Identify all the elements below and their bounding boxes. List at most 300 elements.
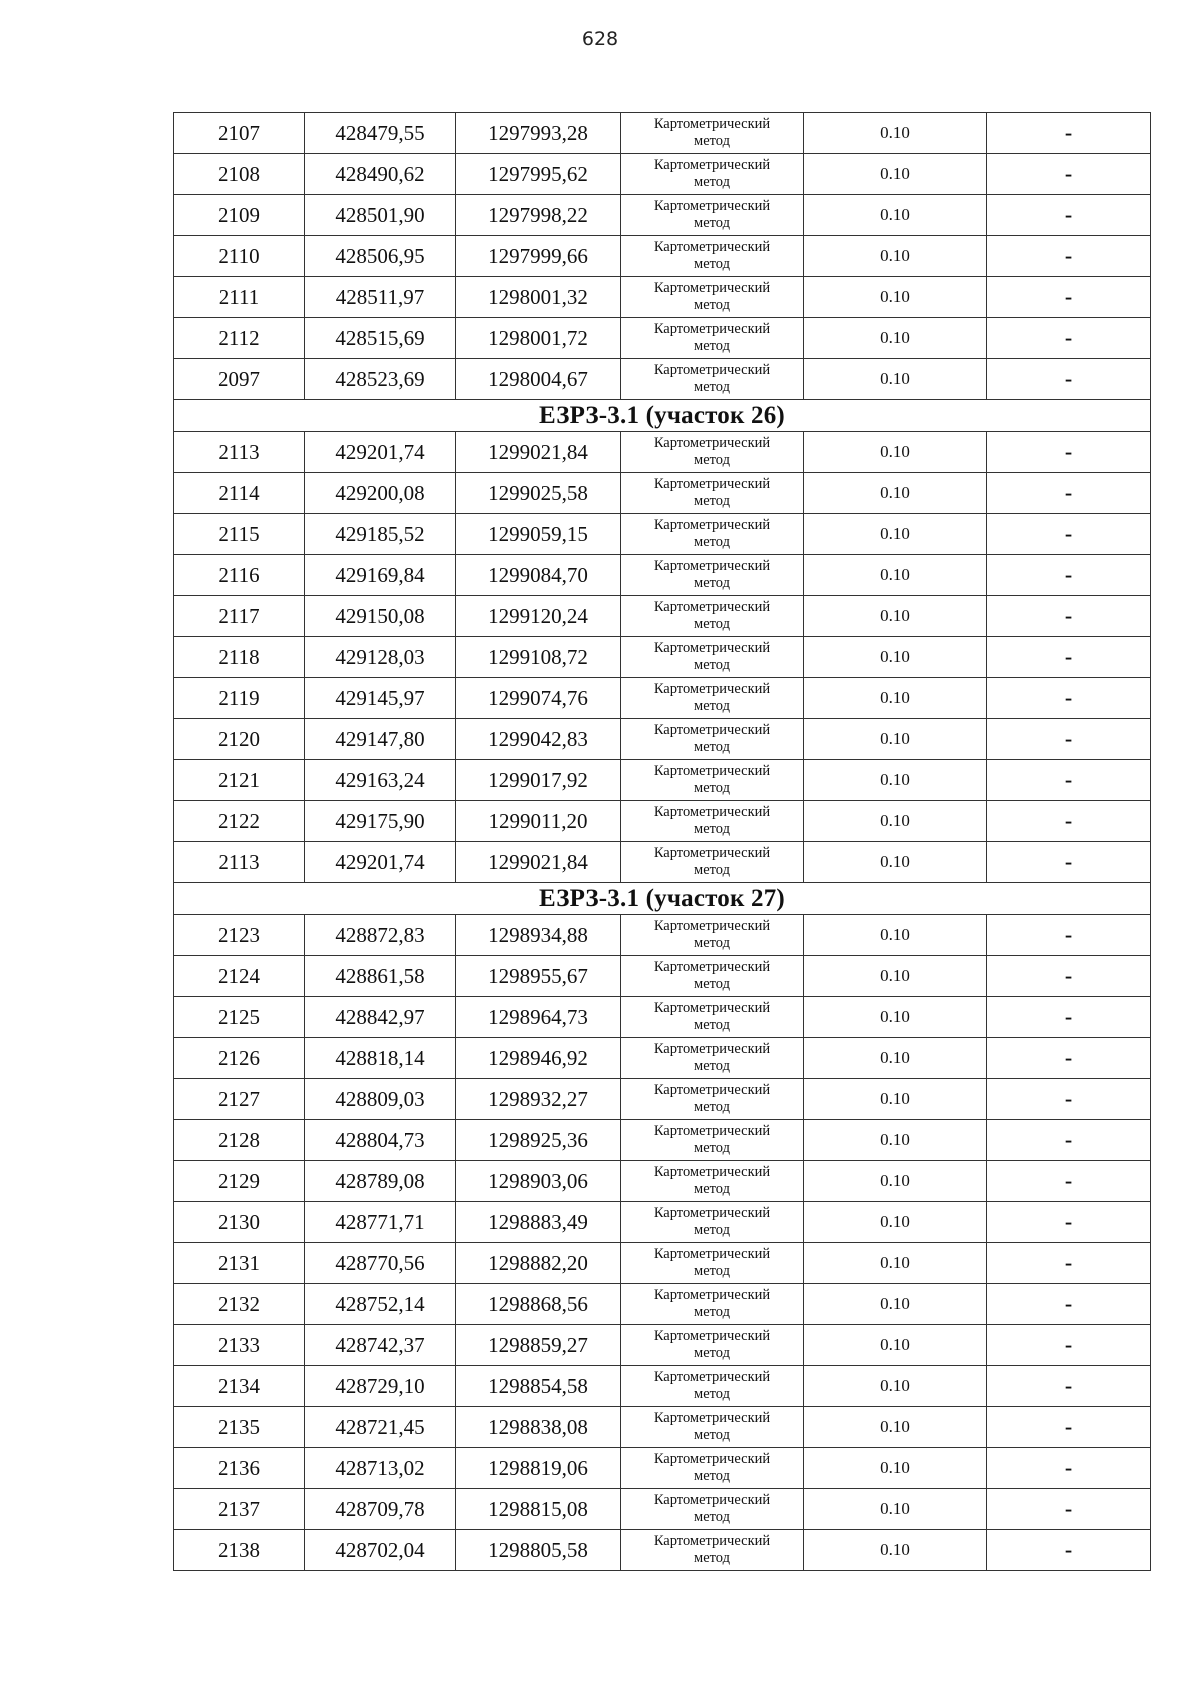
method-cell bbox=[621, 318, 804, 359]
accuracy-cell: 0.10 bbox=[804, 678, 987, 719]
point-number-cell: 2127 bbox=[174, 1079, 305, 1120]
method-line-2: метод bbox=[694, 215, 730, 231]
y-coordinate-cell: 1299084,70 bbox=[456, 555, 621, 596]
table-row bbox=[174, 1284, 1151, 1325]
accuracy-cell: 0.10 bbox=[804, 514, 987, 555]
note-cell: - bbox=[987, 719, 1151, 760]
x-coordinate-cell: 429145,97 bbox=[305, 678, 456, 719]
point-number-cell: 2116 bbox=[174, 555, 305, 596]
x-coordinate-cell: 428818,14 bbox=[305, 1038, 456, 1079]
x-coordinate-cell: 428752,14 bbox=[305, 1284, 456, 1325]
note-cell: - bbox=[987, 915, 1151, 956]
method-line-2: метод bbox=[694, 1222, 730, 1238]
method-line-1: Картометрический bbox=[653, 1082, 771, 1098]
accuracy-cell: 0.10 bbox=[804, 1366, 987, 1407]
method-line-1: Картометрический bbox=[653, 722, 771, 738]
method-line-2: метод bbox=[694, 616, 730, 632]
method-line-1: Картометрический bbox=[653, 1533, 771, 1549]
method-line-2: метод bbox=[694, 133, 730, 149]
y-coordinate-cell: 1298964,73 bbox=[456, 997, 621, 1038]
x-coordinate-cell: 429201,74 bbox=[305, 842, 456, 883]
note-cell: - bbox=[987, 1120, 1151, 1161]
point-number-cell: 2133 bbox=[174, 1325, 305, 1366]
method-line-2: метод bbox=[694, 534, 730, 550]
method-line-2: метод bbox=[694, 493, 730, 509]
y-coordinate-cell: 1298868,56 bbox=[456, 1284, 621, 1325]
point-number-cell: 2138 bbox=[174, 1530, 305, 1571]
x-coordinate-cell: 428506,95 bbox=[305, 236, 456, 277]
table-row bbox=[174, 678, 1151, 719]
method-line-2: метод bbox=[694, 935, 730, 951]
y-coordinate-cell: 1299017,92 bbox=[456, 760, 621, 801]
accuracy-cell: 0.10 bbox=[804, 113, 987, 154]
method-cell bbox=[621, 1489, 804, 1530]
section-title: ЕЗРЗ-3.1 (участок 27) bbox=[174, 883, 1151, 915]
table-row bbox=[174, 1325, 1151, 1366]
accuracy-cell: 0.10 bbox=[804, 1243, 987, 1284]
method-line-2: метод bbox=[694, 338, 730, 354]
method-cell bbox=[621, 555, 804, 596]
method-line-1: Картометрический bbox=[653, 1492, 771, 1508]
accuracy-cell: 0.10 bbox=[804, 277, 987, 318]
x-coordinate-cell: 428861,58 bbox=[305, 956, 456, 997]
method-line-1: Картометрический bbox=[653, 116, 771, 132]
y-coordinate-cell: 1298815,08 bbox=[456, 1489, 621, 1530]
accuracy-cell: 0.10 bbox=[804, 915, 987, 956]
table-row bbox=[174, 1161, 1151, 1202]
method-line-1: Картометрический bbox=[653, 640, 771, 656]
method-cell bbox=[621, 154, 804, 195]
table-row bbox=[174, 956, 1151, 997]
note-cell: - bbox=[987, 596, 1151, 637]
point-number-cell: 2115 bbox=[174, 514, 305, 555]
table-row bbox=[174, 1407, 1151, 1448]
accuracy-cell: 0.10 bbox=[804, 1079, 987, 1120]
note-cell: - bbox=[987, 1202, 1151, 1243]
x-coordinate-cell: 428842,97 bbox=[305, 997, 456, 1038]
note-cell: - bbox=[987, 555, 1151, 596]
point-number-cell: 2112 bbox=[174, 318, 305, 359]
table-row bbox=[174, 318, 1151, 359]
point-number-cell: 2121 bbox=[174, 760, 305, 801]
y-coordinate-cell: 1298001,32 bbox=[456, 277, 621, 318]
method-line-2: метод bbox=[694, 1017, 730, 1033]
table-row bbox=[174, 359, 1151, 400]
method-cell bbox=[621, 195, 804, 236]
method-line-2: метод bbox=[694, 379, 730, 395]
table-row bbox=[174, 760, 1151, 801]
note-cell: - bbox=[987, 842, 1151, 883]
y-coordinate-cell: 1297995,62 bbox=[456, 154, 621, 195]
method-line-1: Картометрический bbox=[653, 845, 771, 861]
method-line-1: Картометрический bbox=[653, 804, 771, 820]
accuracy-cell: 0.10 bbox=[804, 1530, 987, 1571]
point-number-cell: 2123 bbox=[174, 915, 305, 956]
method-cell bbox=[621, 113, 804, 154]
x-coordinate-cell: 428479,55 bbox=[305, 113, 456, 154]
accuracy-cell: 0.10 bbox=[804, 1161, 987, 1202]
x-coordinate-cell: 429200,08 bbox=[305, 473, 456, 514]
point-number-cell: 2136 bbox=[174, 1448, 305, 1489]
y-coordinate-cell: 1299025,58 bbox=[456, 473, 621, 514]
y-coordinate-cell: 1299021,84 bbox=[456, 432, 621, 473]
table-row bbox=[174, 1530, 1151, 1571]
note-cell: - bbox=[987, 473, 1151, 514]
method-line-1: Картометрический bbox=[653, 435, 771, 451]
x-coordinate-cell: 428515,69 bbox=[305, 318, 456, 359]
note-cell: - bbox=[987, 678, 1151, 719]
method-line-1: Картометрический bbox=[653, 1451, 771, 1467]
point-number-cell: 2118 bbox=[174, 637, 305, 678]
x-coordinate-cell: 428721,45 bbox=[305, 1407, 456, 1448]
x-coordinate-cell: 428729,10 bbox=[305, 1366, 456, 1407]
method-cell bbox=[621, 842, 804, 883]
method-cell bbox=[621, 1366, 804, 1407]
x-coordinate-cell: 428523,69 bbox=[305, 359, 456, 400]
accuracy-cell: 0.10 bbox=[804, 1038, 987, 1079]
method-line-1: Картометрический bbox=[653, 1123, 771, 1139]
table-row bbox=[174, 596, 1151, 637]
note-cell: - bbox=[987, 1530, 1151, 1571]
method-cell bbox=[621, 915, 804, 956]
note-cell: - bbox=[987, 1325, 1151, 1366]
y-coordinate-cell: 1298883,49 bbox=[456, 1202, 621, 1243]
method-line-2: метод bbox=[694, 1550, 730, 1566]
table-row bbox=[174, 1038, 1151, 1079]
table-row bbox=[174, 842, 1151, 883]
note-cell: - bbox=[987, 277, 1151, 318]
accuracy-cell: 0.10 bbox=[804, 1202, 987, 1243]
table-row bbox=[174, 277, 1151, 318]
x-coordinate-cell: 429163,24 bbox=[305, 760, 456, 801]
accuracy-cell: 0.10 bbox=[804, 760, 987, 801]
method-line-1: Картометрический bbox=[653, 280, 771, 296]
method-line-2: метод bbox=[694, 575, 730, 591]
note-cell: - bbox=[987, 154, 1151, 195]
accuracy-cell: 0.10 bbox=[804, 154, 987, 195]
accuracy-cell: 0.10 bbox=[804, 473, 987, 514]
y-coordinate-cell: 1298934,88 bbox=[456, 915, 621, 956]
method-line-2: метод bbox=[694, 1099, 730, 1115]
accuracy-cell: 0.10 bbox=[804, 1284, 987, 1325]
method-cell bbox=[621, 432, 804, 473]
table-row bbox=[174, 1079, 1151, 1120]
method-line-1: Картометрический bbox=[653, 1328, 771, 1344]
method-cell bbox=[621, 801, 804, 842]
method-line-2: метод bbox=[694, 976, 730, 992]
method-cell bbox=[621, 1038, 804, 1079]
method-line-2: метод bbox=[694, 256, 730, 272]
method-cell bbox=[621, 1325, 804, 1366]
y-coordinate-cell: 1298854,58 bbox=[456, 1366, 621, 1407]
method-line-1: Картометрический bbox=[653, 1000, 771, 1016]
method-line-1: Картометрический bbox=[653, 599, 771, 615]
x-coordinate-cell: 429185,52 bbox=[305, 514, 456, 555]
note-cell: - bbox=[987, 956, 1151, 997]
y-coordinate-cell: 1298805,58 bbox=[456, 1530, 621, 1571]
table-row bbox=[174, 997, 1151, 1038]
accuracy-cell: 0.10 bbox=[804, 318, 987, 359]
note-cell: - bbox=[987, 801, 1151, 842]
method-line-2: метод bbox=[694, 1345, 730, 1361]
table-row bbox=[174, 154, 1151, 195]
method-cell bbox=[621, 760, 804, 801]
method-cell bbox=[621, 359, 804, 400]
y-coordinate-cell: 1299074,76 bbox=[456, 678, 621, 719]
method-line-1: Картометрический bbox=[653, 321, 771, 337]
note-cell: - bbox=[987, 359, 1151, 400]
point-number-cell: 2113 bbox=[174, 432, 305, 473]
note-cell: - bbox=[987, 1489, 1151, 1530]
y-coordinate-cell: 1299059,15 bbox=[456, 514, 621, 555]
method-cell bbox=[621, 678, 804, 719]
y-coordinate-cell: 1297993,28 bbox=[456, 113, 621, 154]
method-cell bbox=[621, 596, 804, 637]
table-row bbox=[174, 1448, 1151, 1489]
y-coordinate-cell: 1299108,72 bbox=[456, 637, 621, 678]
y-coordinate-cell: 1298001,72 bbox=[456, 318, 621, 359]
note-cell: - bbox=[987, 1448, 1151, 1489]
accuracy-cell: 0.10 bbox=[804, 1448, 987, 1489]
point-number-cell: 2122 bbox=[174, 801, 305, 842]
note-cell: - bbox=[987, 195, 1151, 236]
method-line-1: Картометрический bbox=[653, 959, 771, 975]
x-coordinate-cell: 429150,08 bbox=[305, 596, 456, 637]
method-cell bbox=[621, 1079, 804, 1120]
y-coordinate-cell: 1298946,92 bbox=[456, 1038, 621, 1079]
section-header-row bbox=[174, 883, 1151, 915]
point-number-cell: 2109 bbox=[174, 195, 305, 236]
method-cell bbox=[621, 956, 804, 997]
method-line-1: Картометрический bbox=[653, 476, 771, 492]
method-line-2: метод bbox=[694, 1058, 730, 1074]
point-number-cell: 2111 bbox=[174, 277, 305, 318]
method-line-2: метод bbox=[694, 1263, 730, 1279]
note-cell: - bbox=[987, 1161, 1151, 1202]
method-cell bbox=[621, 1243, 804, 1284]
y-coordinate-cell: 1298925,36 bbox=[456, 1120, 621, 1161]
method-line-1: Картометрический bbox=[653, 918, 771, 934]
point-number-cell: 2119 bbox=[174, 678, 305, 719]
point-number-cell: 2128 bbox=[174, 1120, 305, 1161]
table-row bbox=[174, 915, 1151, 956]
x-coordinate-cell: 428709,78 bbox=[305, 1489, 456, 1530]
table-row bbox=[174, 719, 1151, 760]
y-coordinate-cell: 1299042,83 bbox=[456, 719, 621, 760]
method-line-1: Картометрический bbox=[653, 157, 771, 173]
method-cell bbox=[621, 1407, 804, 1448]
note-cell: - bbox=[987, 760, 1151, 801]
method-line-2: метод bbox=[694, 1304, 730, 1320]
x-coordinate-cell: 428490,62 bbox=[305, 154, 456, 195]
point-number-cell: 2137 bbox=[174, 1489, 305, 1530]
point-number-cell: 2132 bbox=[174, 1284, 305, 1325]
accuracy-cell: 0.10 bbox=[804, 637, 987, 678]
method-cell bbox=[621, 514, 804, 555]
table-row bbox=[174, 637, 1151, 678]
y-coordinate-cell: 1298838,08 bbox=[456, 1407, 621, 1448]
point-number-cell: 2114 bbox=[174, 473, 305, 514]
point-number-cell: 2131 bbox=[174, 1243, 305, 1284]
method-line-1: Картометрический bbox=[653, 517, 771, 533]
method-cell bbox=[621, 1161, 804, 1202]
table-row bbox=[174, 1366, 1151, 1407]
x-coordinate-cell: 428742,37 bbox=[305, 1325, 456, 1366]
accuracy-cell: 0.10 bbox=[804, 195, 987, 236]
method-cell bbox=[621, 1120, 804, 1161]
point-number-cell: 2129 bbox=[174, 1161, 305, 1202]
method-line-2: метод bbox=[694, 1181, 730, 1197]
x-coordinate-cell: 428872,83 bbox=[305, 915, 456, 956]
table-row bbox=[174, 1489, 1151, 1530]
x-coordinate-cell: 429128,03 bbox=[305, 637, 456, 678]
method-line-1: Картометрический bbox=[653, 1205, 771, 1221]
coordinates-table bbox=[173, 112, 1151, 1571]
x-coordinate-cell: 428770,56 bbox=[305, 1243, 456, 1284]
point-number-cell: 2120 bbox=[174, 719, 305, 760]
method-line-2: метод bbox=[694, 821, 730, 837]
method-cell bbox=[621, 1284, 804, 1325]
method-line-1: Картометрический bbox=[653, 1410, 771, 1426]
x-coordinate-cell: 428501,90 bbox=[305, 195, 456, 236]
y-coordinate-cell: 1298882,20 bbox=[456, 1243, 621, 1284]
point-number-cell: 2117 bbox=[174, 596, 305, 637]
note-cell: - bbox=[987, 113, 1151, 154]
y-coordinate-cell: 1298932,27 bbox=[456, 1079, 621, 1120]
y-coordinate-cell: 1298004,67 bbox=[456, 359, 621, 400]
accuracy-cell: 0.10 bbox=[804, 1407, 987, 1448]
x-coordinate-cell: 429147,80 bbox=[305, 719, 456, 760]
x-coordinate-cell: 428713,02 bbox=[305, 1448, 456, 1489]
table-row bbox=[174, 1202, 1151, 1243]
note-cell: - bbox=[987, 997, 1151, 1038]
y-coordinate-cell: 1299021,84 bbox=[456, 842, 621, 883]
x-coordinate-cell: 429175,90 bbox=[305, 801, 456, 842]
accuracy-cell: 0.10 bbox=[804, 956, 987, 997]
y-coordinate-cell: 1298903,06 bbox=[456, 1161, 621, 1202]
accuracy-cell: 0.10 bbox=[804, 596, 987, 637]
y-coordinate-cell: 1298955,67 bbox=[456, 956, 621, 997]
note-cell: - bbox=[987, 1038, 1151, 1079]
point-number-cell: 2097 bbox=[174, 359, 305, 400]
table-row bbox=[174, 514, 1151, 555]
accuracy-cell: 0.10 bbox=[804, 1120, 987, 1161]
x-coordinate-cell: 428804,73 bbox=[305, 1120, 456, 1161]
table-row bbox=[174, 195, 1151, 236]
table-row bbox=[174, 555, 1151, 596]
x-coordinate-cell: 428789,08 bbox=[305, 1161, 456, 1202]
point-number-cell: 2130 bbox=[174, 1202, 305, 1243]
method-line-2: метод bbox=[694, 739, 730, 755]
method-line-1: Картометрический bbox=[653, 239, 771, 255]
method-line-2: метод bbox=[694, 1509, 730, 1525]
accuracy-cell: 0.10 bbox=[804, 997, 987, 1038]
table-row bbox=[174, 236, 1151, 277]
note-cell: - bbox=[987, 1079, 1151, 1120]
accuracy-cell: 0.10 bbox=[804, 719, 987, 760]
method-cell bbox=[621, 1448, 804, 1489]
accuracy-cell: 0.10 bbox=[804, 842, 987, 883]
point-number-cell: 2124 bbox=[174, 956, 305, 997]
x-coordinate-cell: 428702,04 bbox=[305, 1530, 456, 1571]
method-line-1: Картометрический bbox=[653, 1287, 771, 1303]
method-line-1: Картометрический bbox=[653, 1246, 771, 1262]
method-line-1: Картометрический bbox=[653, 198, 771, 214]
note-cell: - bbox=[987, 1407, 1151, 1448]
table-row bbox=[174, 432, 1151, 473]
method-cell bbox=[621, 637, 804, 678]
method-line-1: Картометрический bbox=[653, 1041, 771, 1057]
method-line-1: Картометрический bbox=[653, 1369, 771, 1385]
table-row bbox=[174, 113, 1151, 154]
note-cell: - bbox=[987, 432, 1151, 473]
point-number-cell: 2113 bbox=[174, 842, 305, 883]
x-coordinate-cell: 428771,71 bbox=[305, 1202, 456, 1243]
table-row bbox=[174, 473, 1151, 514]
y-coordinate-cell: 1299120,24 bbox=[456, 596, 621, 637]
y-coordinate-cell: 1299011,20 bbox=[456, 801, 621, 842]
x-coordinate-cell: 428511,97 bbox=[305, 277, 456, 318]
method-cell bbox=[621, 719, 804, 760]
x-coordinate-cell: 429201,74 bbox=[305, 432, 456, 473]
accuracy-cell: 0.10 bbox=[804, 359, 987, 400]
coordinates-table-body bbox=[174, 113, 1151, 1571]
y-coordinate-cell: 1297998,22 bbox=[456, 195, 621, 236]
point-number-cell: 2107 bbox=[174, 113, 305, 154]
method-cell bbox=[621, 277, 804, 318]
x-coordinate-cell: 429169,84 bbox=[305, 555, 456, 596]
method-line-1: Картометрический bbox=[653, 558, 771, 574]
point-number-cell: 2135 bbox=[174, 1407, 305, 1448]
note-cell: - bbox=[987, 1284, 1151, 1325]
section-header-row bbox=[174, 400, 1151, 432]
accuracy-cell: 0.10 bbox=[804, 1325, 987, 1366]
x-coordinate-cell: 428809,03 bbox=[305, 1079, 456, 1120]
point-number-cell: 2134 bbox=[174, 1366, 305, 1407]
y-coordinate-cell: 1297999,66 bbox=[456, 236, 621, 277]
accuracy-cell: 0.10 bbox=[804, 236, 987, 277]
note-cell: - bbox=[987, 318, 1151, 359]
point-number-cell: 2108 bbox=[174, 154, 305, 195]
point-number-cell: 2125 bbox=[174, 997, 305, 1038]
method-cell bbox=[621, 1530, 804, 1571]
point-number-cell: 2110 bbox=[174, 236, 305, 277]
y-coordinate-cell: 1298819,06 bbox=[456, 1448, 621, 1489]
method-line-1: Картометрический bbox=[653, 362, 771, 378]
method-cell bbox=[621, 997, 804, 1038]
method-cell bbox=[621, 1202, 804, 1243]
method-line-1: Картометрический bbox=[653, 1164, 771, 1180]
method-cell bbox=[621, 236, 804, 277]
method-line-1: Картометрический bbox=[653, 681, 771, 697]
method-line-2: метод bbox=[694, 698, 730, 714]
table-row bbox=[174, 1120, 1151, 1161]
method-line-2: метод bbox=[694, 1427, 730, 1443]
method-line-2: метод bbox=[694, 174, 730, 190]
method-line-2: метод bbox=[694, 452, 730, 468]
accuracy-cell: 0.10 bbox=[804, 801, 987, 842]
method-line-2: метод bbox=[694, 1468, 730, 1484]
method-line-2: метод bbox=[694, 1386, 730, 1402]
table-row bbox=[174, 1243, 1151, 1284]
method-line-2: метод bbox=[694, 297, 730, 313]
accuracy-cell: 0.10 bbox=[804, 432, 987, 473]
note-cell: - bbox=[987, 236, 1151, 277]
method-line-1: Картометрический bbox=[653, 763, 771, 779]
method-line-2: метод bbox=[694, 1140, 730, 1156]
note-cell: - bbox=[987, 637, 1151, 678]
table-row bbox=[174, 801, 1151, 842]
